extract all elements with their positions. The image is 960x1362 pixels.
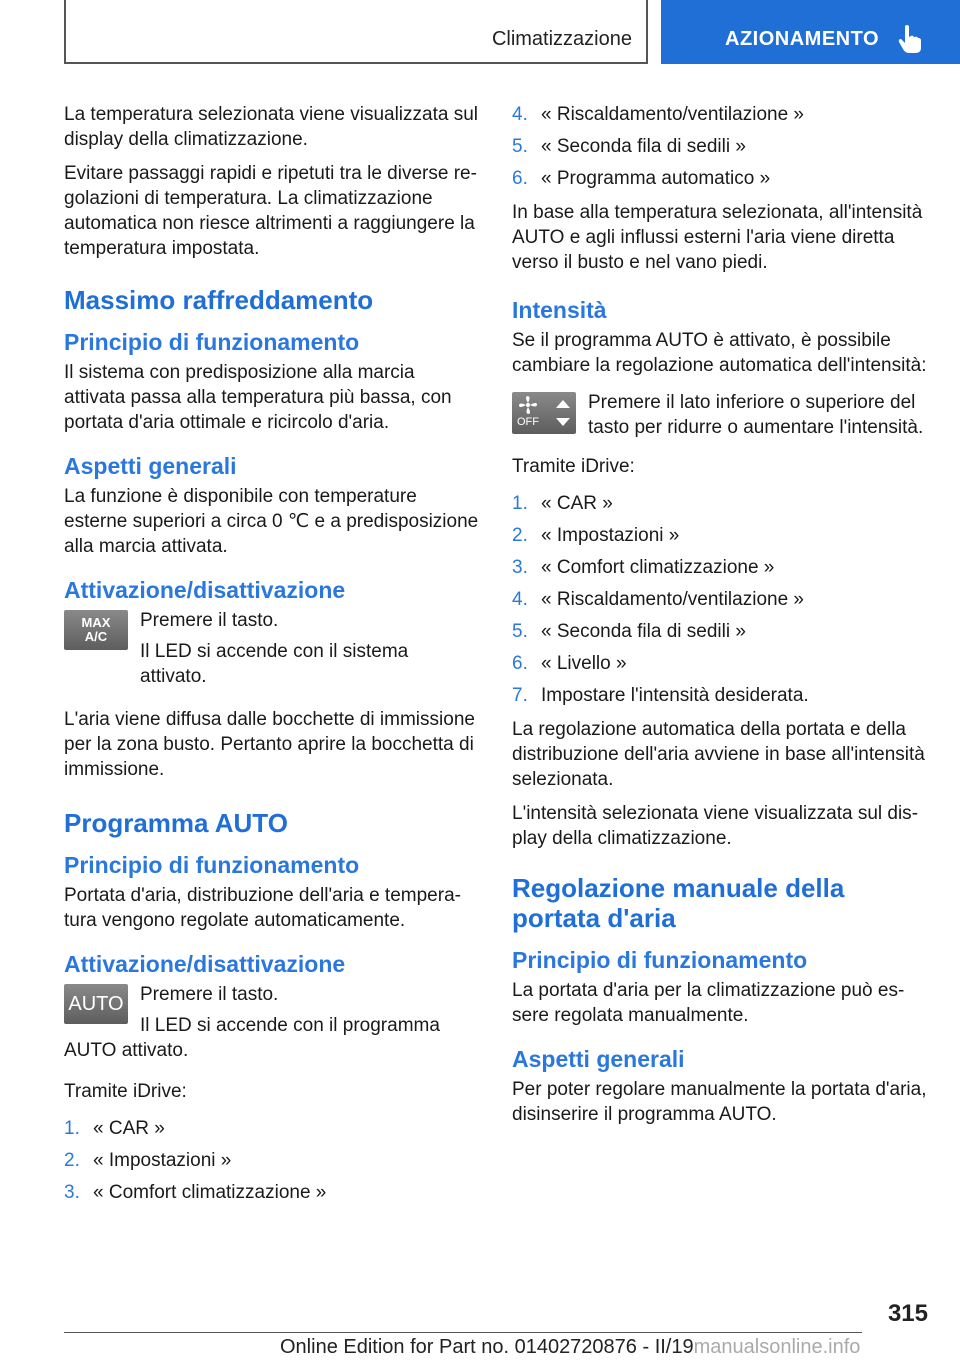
- paragraph: Evitare passaggi rapidi e ripetuti tra le diverse regolazioni di temperatura. La climatizzazione automatica non riesce altrimenti a raggiungere la temperatura impostata.: [64, 163, 477, 259]
- auto-instruction: [64, 982, 480, 1038]
- instruction-text: Premere il tasto.: [140, 610, 279, 631]
- list-item: 2. « Impostazioni »: [64, 1150, 232, 1171]
- header-section-box: [64, 0, 648, 64]
- page-number: 315: [887, 1300, 928, 1327]
- chevron-down-icon: [556, 418, 570, 426]
- list-item: 2. « Impostazioni »: [512, 525, 680, 546]
- paragraph: L'intensità selezionata viene visualizzata sul display della climatizzazione.: [512, 803, 919, 849]
- section-principio: [512, 947, 928, 1028]
- list-item: 6. « Programma automatico »: [512, 168, 771, 189]
- instruction-text: AUTO attivato.: [64, 1040, 189, 1061]
- subheading: Aspetti generali: [512, 1046, 685, 1072]
- list-item: 7. Impostare l'intensità desiderata.: [512, 685, 809, 706]
- left-column: [64, 102, 480, 1214]
- instruction-text: Premere il tasto.: [140, 984, 279, 1005]
- paragraph: Tramite iDrive:: [512, 456, 635, 477]
- paragraph: La portata d'aria per la climatizzazione può essere regolata manualmente.: [512, 980, 905, 1026]
- idrive-steps-list: [512, 491, 928, 708]
- section-aspetti: [64, 453, 480, 559]
- section-principio: [64, 852, 480, 933]
- paragraph: L'aria viene diffusa dalle bocchette di immissione per la zona busto. Pertanto aprire la bocchetta di immissione.: [64, 709, 475, 780]
- subheading: Principio di funzionamento: [64, 329, 360, 355]
- list-item: 5. « Seconda fila di sedili »: [512, 136, 746, 157]
- off-label: OFF: [517, 416, 539, 428]
- footer-edition: Online Edition for Part no. 01402720876 - II/19manualsonline.info: [280, 1336, 861, 1358]
- list-item: 6. « Livello »: [512, 653, 627, 674]
- list-item: 4. « Riscaldamento/ventilazione »: [512, 104, 804, 125]
- list-item: 1. « CAR »: [512, 493, 613, 514]
- instruction-text: Il LED si accende con il programma: [140, 1015, 440, 1036]
- section-principio: [64, 329, 480, 435]
- subheading: Principio di funzionamento: [64, 852, 360, 878]
- paragraph: Portata d'aria, distribuzione dell'aria e temperatura vengono regolate automaticamente.: [64, 885, 461, 931]
- chapter-title: AZIONAMENTO: [725, 28, 880, 50]
- subheading: Attivazione/disattivazione: [64, 951, 346, 977]
- list-item: 3. « Comfort climatizzazione »: [512, 557, 775, 578]
- idrive-steps-list: [512, 102, 928, 191]
- pointing-hand-icon: [897, 24, 923, 54]
- paragraph: La regolazione automatica della portata e della distribuzione dell'aria avviene in base all'intensità selezionata.: [512, 719, 925, 790]
- instruction-text: Il LED si accende con il sistema attivato.: [140, 641, 409, 687]
- subheading: Intensità: [512, 297, 607, 323]
- watermark: manualsonline.info: [693, 1336, 861, 1358]
- subheading: Principio di funzionamento: [512, 947, 808, 973]
- paragraph: La temperatura selezionata viene visualizzata sul display della climatizzazione.: [64, 104, 479, 150]
- heading-max-raffreddamento: Massimo raffreddamento: [64, 285, 374, 315]
- fan-button-icon: [512, 392, 576, 434]
- list-item: 1. « CAR »: [64, 1118, 165, 1139]
- paragraph: Se il programma AUTO è attivato, è possibile cambiare la regolazione automatica dell'intensità:: [512, 330, 927, 376]
- section-title: Climatizzazione: [491, 28, 632, 50]
- fan-instruction: [512, 390, 928, 440]
- header-chapter-tab: [661, 0, 960, 64]
- chevron-up-icon: [556, 400, 570, 408]
- paragraph: Per poter regolare manualmente la portata d'aria, disinserire il programma AUTO.: [512, 1079, 927, 1125]
- heading-programma-auto: Programma AUTO: [64, 808, 288, 838]
- right-column: [512, 102, 928, 1136]
- idrive-steps-list: [64, 1116, 480, 1205]
- paragraph: In base alla temperatura selezionata, all'intensità AUTO e agli influssi esterni l'aria viene diretta verso il busto e nel vano piedi.: [512, 202, 923, 273]
- heading-regolazione-manuale: Regolazione manuale della portata d'aria: [512, 873, 845, 933]
- paragraph: Tramite iDrive:: [64, 1081, 187, 1102]
- list-item: 3. « Comfort climatizzazione »: [64, 1182, 327, 1203]
- paragraph: Il sistema con predisposizione alla marcia attivata passa alla temperatura più bassa, con portata d'aria ottimale e ricircolo d'aria.: [64, 362, 452, 433]
- subheading: Aspetti generali: [64, 453, 237, 479]
- list-item: 5. « Seconda fila di sedili »: [512, 621, 746, 642]
- paragraph: La funzione è disponibile con temperature esterne superiori a circa 0 ℃ e a predisposizione alla marcia attivata.: [64, 486, 479, 557]
- footer-divider: [64, 1332, 862, 1333]
- list-item: 4. « Riscaldamento/ventilazione »: [512, 589, 804, 610]
- fan-icon: [518, 395, 538, 415]
- auto-button-icon: AUTO: [64, 984, 128, 1024]
- instruction-text: Premere il lato inferiore o superiore del tasto per ridurre o aumentare l'intensità.: [588, 392, 924, 438]
- max-ac-instruction: [64, 608, 480, 695]
- max-ac-button-icon: MAX A/C: [64, 610, 128, 650]
- subheading: Attivazione/disattivazione: [64, 577, 346, 603]
